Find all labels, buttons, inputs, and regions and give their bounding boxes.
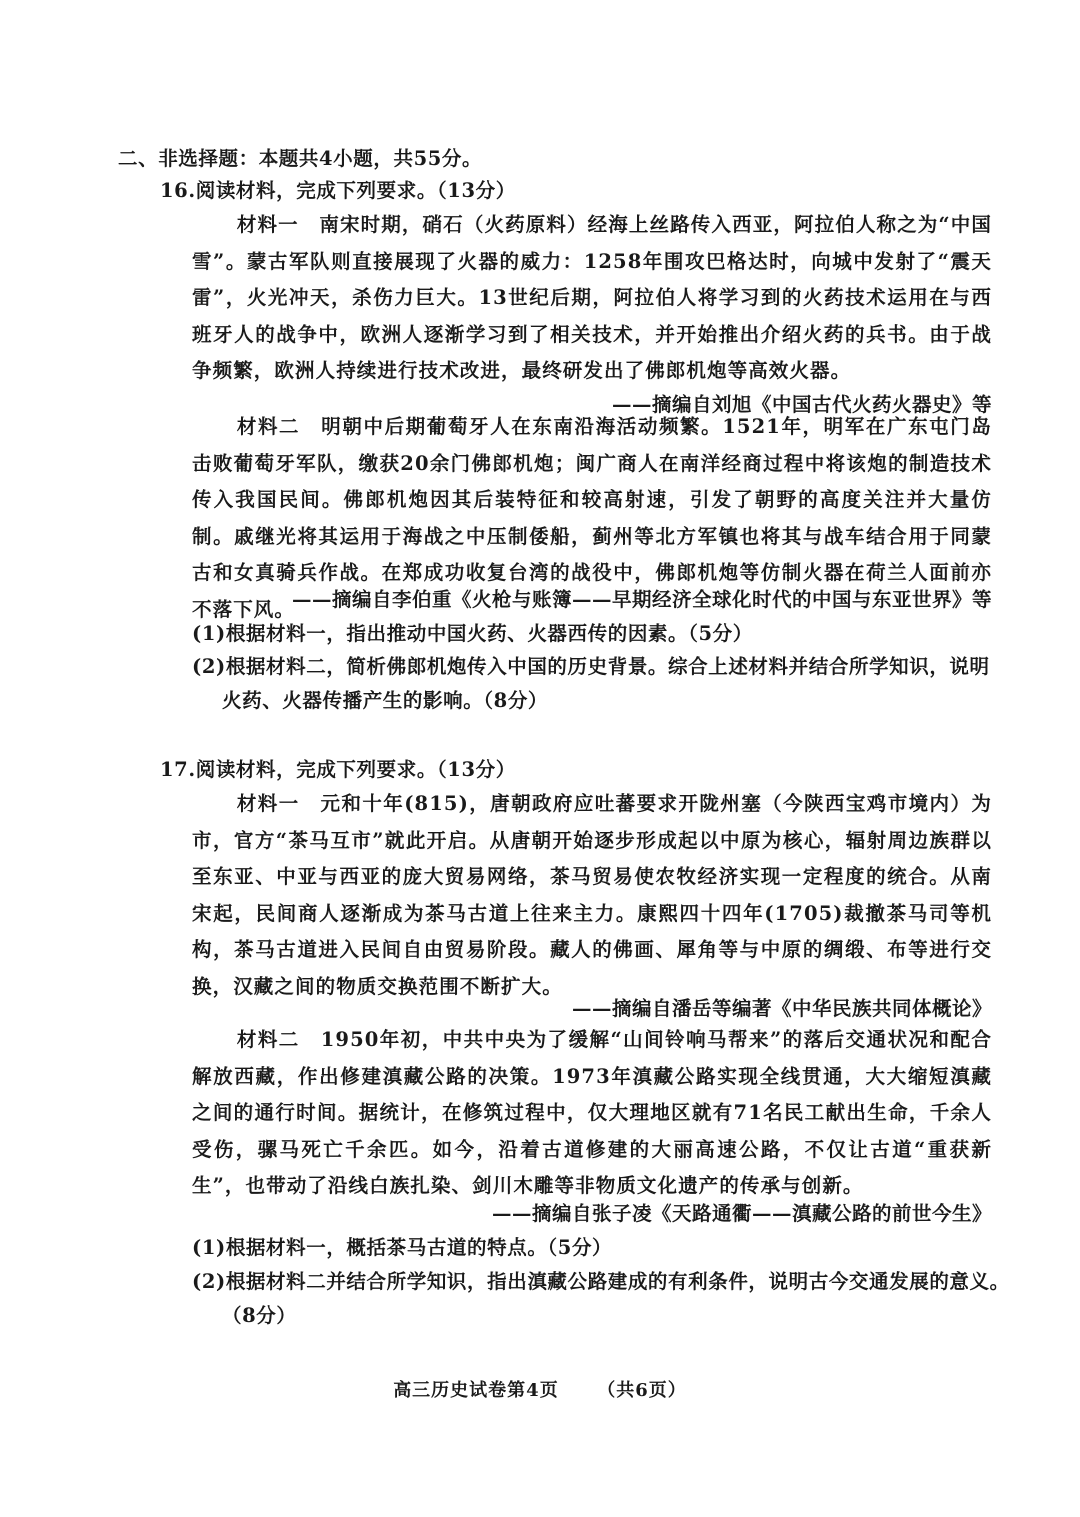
q17-requirement-2-line-2: （8分）: [222, 1304, 297, 1327]
q16-title: 16.阅读材料，完成下列要求。（13分）: [160, 179, 516, 202]
q16-requirement-2-line-2: 火药、火器传播产生的影响。（8分）: [222, 689, 549, 712]
q17-source-1: ——摘编自潘岳等编著《中华民族共同体概论》: [571, 997, 992, 1020]
page-footer: [0, 1376, 1080, 1402]
q16-source-1: ——摘编自刘旭《中国古代火药火器史》等: [611, 393, 992, 416]
q16-requirement-1: (1)根据材料一，指出推动中国火药、火器西传的因素。（5分）: [192, 622, 753, 645]
q16-material-1: 材料一 南宋时期，硝石（火药原料）经海上丝路传入西亚，阿拉伯人称之为“中国雪”。蒙古军队则直接展现了火器的威力：1258年围攻巴格达时，向城中发射了“震天雷”，火光冲天，杀伤力巨大。13世纪后期，阿拉伯人将学习到的火药技术运用在与西班牙人的战争中，欧洲人逐渐学习到了相关技术，并开始推出介绍火药的兵书。由于战争频繁，欧洲人持续进行技术改进，最终研发出了佛郎机炮等高效火器。: [192, 213, 992, 382]
footer-page-number: 高三历史试卷第4页: [393, 1380, 559, 1401]
q17-requirement-2-line-1: (2)根据材料二并结合所学知识，指出滇藏公路建成的有利条件，说明古今交通发展的意义。: [192, 1270, 1010, 1293]
footer-total-pages: （共6页）: [597, 1380, 687, 1401]
q16-source-2: ——摘编自李伯重《火枪与账簿——早期经济全球化时代的中国与东亚世界》等: [291, 588, 992, 611]
q16-material-2: 材料二 明朝中后期葡萄牙人在东南沿海活动频繁。1521年，明军在广东屯门岛击败葡萄牙军队，缴获20余门佛郎机炮；闽广商人在南洋经商过程中将该炮的制造技术传入我国民间。佛郎机炮因其后装特征和较高射速，引发了朝野的高度关注并大量仿制。戚继光将其运用于海战之中压制倭船，蓟州等北方军镇也将其与战车结合用于同蒙古和女真骑兵作战。在郑成功收复台湾的战役中，佛郎机炮等仿制火器在荷兰人面前亦不落下风。: [192, 415, 992, 621]
q17-material-1: 材料一 元和十年(815)，唐朝政府应吐蕃要求开陇州塞（今陕西宝鸡市境内）为市，官方“茶马互市”就此开启。从唐朝开始逐步形成起以中原为核心，辐射周边族群以至东亚、中亚与西亚的庞大贸易网络，茶马贸易使农牧经济实现一定程度的统合。从南宋起，民间商人逐渐成为茶马古道上往来主力。康熙四十四年(1705)裁撤茶马司等机构，茶马古道进入民间自由贸易阶段。藏人的佛画、犀角等与中原的绸缎、布等进行交换，汉藏之间的物质交换范围不断扩大。: [192, 792, 992, 998]
q17-material-2: 材料二 1950年初，中共中央为了缓解“山间铃响马帮来”的落后交通状况和配合解放西藏，作出修建滇藏公路的决策。1973年滇藏公路实现全线贯通，大大缩短滇藏之间的通行时间。据统计，在修筑过程中，仅大理地区就有71名民工献出生命，千余人受伤，骡马死亡千余匹。如今，沿着古道修建的大丽高速公路，不仅让古道“重获新生”，也带动了沿线白族扎染、剑川木雕等非物质文化遗产的传承与创新。: [192, 1028, 992, 1197]
section-header: 二、非选择题：本题共4小题，共55分。: [118, 147, 483, 170]
q17-title: 17.阅读材料，完成下列要求。（13分）: [160, 758, 516, 781]
q16-requirement-2-line-1: (2)根据材料二，简析佛郎机炮传入中国的历史背景。综合上述材料并结合所学知识，说明: [192, 655, 990, 678]
q17-requirement-1: (1)根据材料一，概括茶马古道的特点。（5分）: [192, 1236, 613, 1259]
q17-source-2: ——摘编自张子凌《天路通衢——滇藏公路的前世今生》: [491, 1202, 992, 1225]
